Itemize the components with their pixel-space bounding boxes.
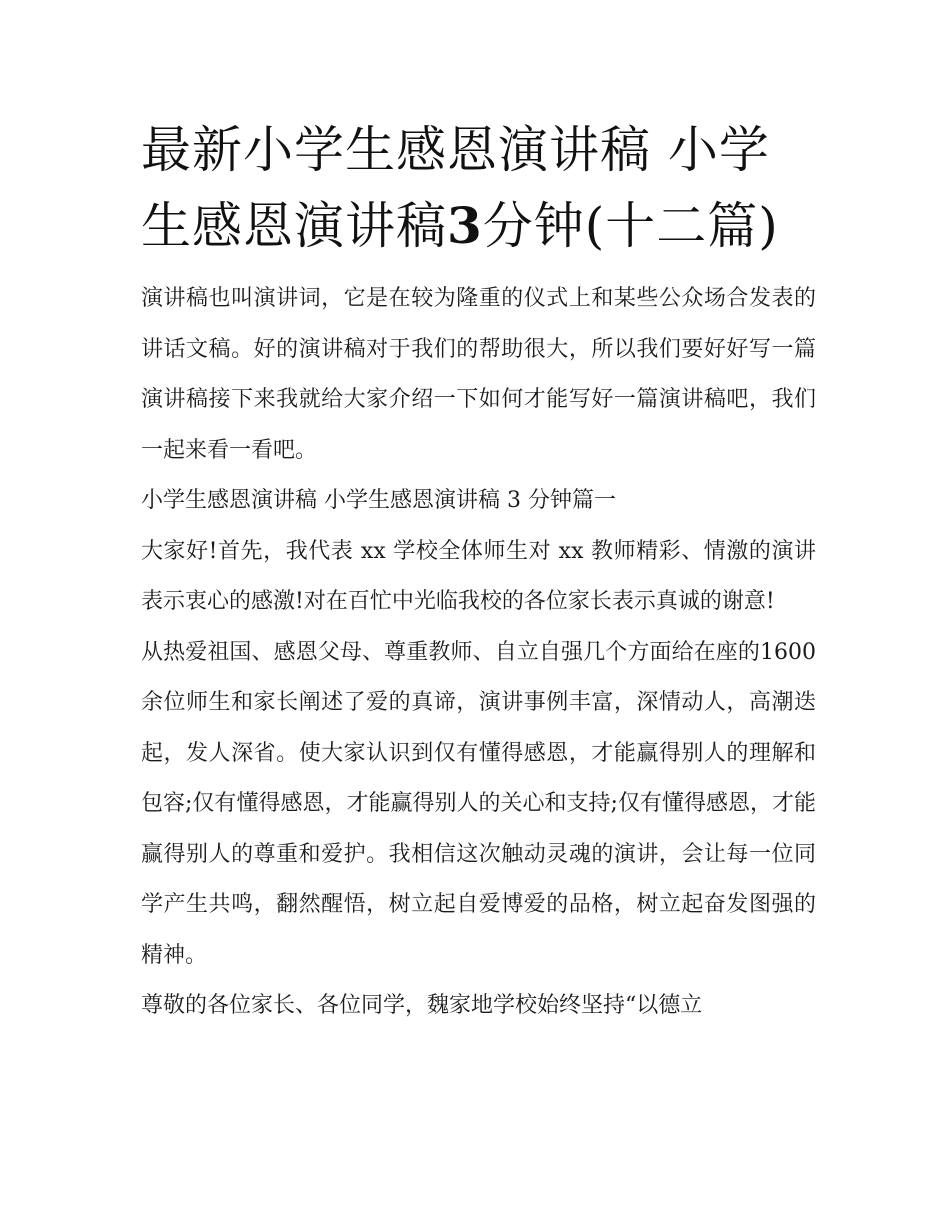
document-title-suffix: 分钟(十二篇) (482, 197, 779, 255)
document-page (141, 112, 816, 1032)
document-title (141, 112, 816, 264)
intro-paragraph: 演讲稿也叫演讲词，它是在较为隆重的仪式上和某些公众场合发表的讲话文稿。好的演讲稿对于我们的帮助很大，所以我们要好好写一篇演讲稿接下来我就给大家介绍一下如何才能写好一篇演讲稿吧，我们一起来看一看吧。 (141, 286, 816, 463)
document-body (141, 274, 816, 1032)
document-title-number: 3 (447, 196, 483, 255)
greeting-paragraph: 大家好!首先，我代表 xx 学校全体师生对 xx 教师精彩、情激的演讲表示衷心的感激!对在百忙中光临我校的各位家长表示真诚的谢意! (141, 538, 816, 614)
closing-paragraph: 尊敬的各位家长、各位同学，魏家地学校始终坚持“以德立 (141, 993, 703, 1018)
section-heading: 小学生感恩演讲稿 小学生感恩演讲稿 3 分钟篇一 (141, 488, 616, 513)
document-title-text: 最新小学生感恩演讲稿 小学生感恩演讲稿 (141, 121, 770, 255)
body-paragraph: 从热爱祖国、感恩父母、尊重教师、自立自强几个方面给在座的1600 余位师生和家长阐述了爱的真谛，演讲事例丰富，深情动人，高潮迭起，发人深省。使大家认识到仅有懂得感恩，才能赢得别人的理解和包容;仅有懂得感恩，才能赢得别人的关心和支持;仅有懂得感恩，才能赢得别人的尊重和爱护。我相信这次触动灵魂的演讲，会让每一位同学产生共鸣，翻然醒悟，树立起自爱博爱的品格，树立起奋发图强的精神。 (141, 639, 816, 968)
